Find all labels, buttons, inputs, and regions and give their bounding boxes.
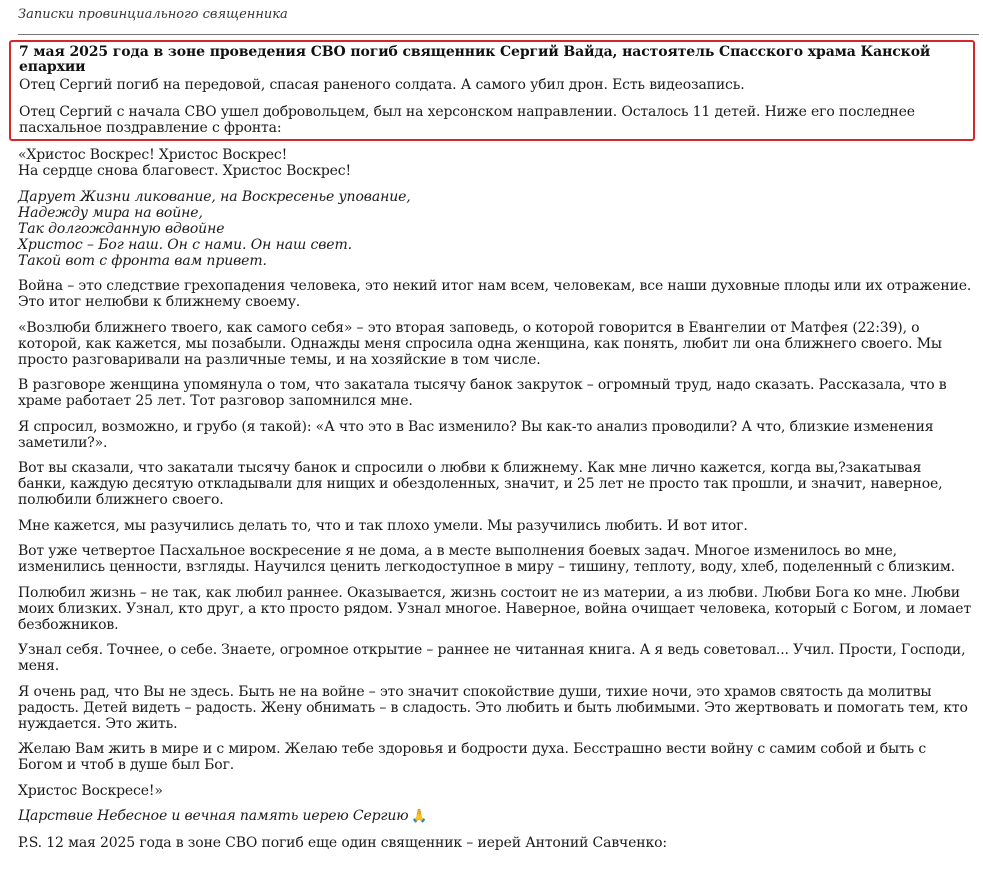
header-divider [18,34,979,35]
praying-hands-icon: 🙏 [411,809,428,824]
paragraph-1: Война – это следствие грехопадения человека, это некий итог нам всем, человекам, все наши духовные плоды или их отражение. Это итог нелюбви к ближнему своему. [18,278,972,310]
postscript: P.S. 12 мая 2025 года в зоне СВО погиб еще один священник – иерей Антоний Савченко: [18,834,667,851]
greeting-line-1: «Христос Воскрес! Христос Воскрес! [18,147,288,163]
paragraph-5: Вот вы сказали, что закатали тысячу банок и спросили о любви к ближнему. Как мне лично кажется, когда вы,?закатывая банки, каждую десятую откладывали для нищих и обездоленных, значит, и 25 лет не просто так прошли, и значит, наверное, полюбили ближнего своего. [18,460,943,508]
lead-paragraph-2: Отец Сергий с начала СВО ушел добровольцем, был на херсонском направлении. Осталось 11 детей. Ниже его последнее пасхальное поздравление с фронта: [19,104,915,136]
paragraph-11: Желаю Вам жить в мире и с миром. Желаю тебе здоровья и бодрости духа. Бесстрашно вести войну с самим собой и быть с Богом и чтоб в душе был Бог. [18,741,927,773]
memorial-line [18,808,973,825]
lead-paragraph-1: Отец Сергий погиб на передовой, спасая раненого солдата. А самого убил дрон. Есть видеозапись. [19,77,745,93]
closing-greeting: Христос Воскресе!» [18,782,163,799]
paragraph-3: В разговоре женщина упомянула о том, что закатала тысячу банок закруток – огромный труд, надо сказать. Рассказала, что в храме работает 25 лет. Тот разговор запомнился мне. [18,377,947,409]
blog-title[interactable]: Записки провинциального священника [18,7,288,22]
paragraph-2: «Возлюби ближнего твоего, как самого себя» – это вторая заповедь, о которой говорится в Евангелии от Матфея (22:39), о которой, как кажется, мы позабыли. Однажды меня спросила одна женщина, как понять, любит ли она ближнего своего. Мы просто разговаривали на различные темы, и на хозяйские в том числе. [18,319,942,368]
poem-line-1: Дарует Жизни ликование, на Воскресенье упование, [18,188,411,205]
greeting [18,147,973,179]
paragraph-4: Я спросил, возможно, и грубо (я такой): «А что это в Вас изменило? Вы как-то анализ проводили? А что, близкие изменения заметили?». [18,418,934,451]
poem-line-5: Такой вот с фронта вам привет. [18,252,267,269]
highlighted-lead-box [9,40,975,141]
poem-line-4: Христос – Бог наш. Он с нами. Он наш свет. [18,236,352,253]
paragraph-9: Узнал себя. Точнее, о себе. Знаете, огромное открытие – раннее не читанная книга. А я ведь советовал... Учил. Прости, Господи, меня. [18,642,966,674]
poem [18,189,973,269]
paragraph-10: Я очень рад, что Вы не здесь. Быть не на войне – это значит спокойствие души, тихие ночи, это храмов святость да молитвы радость. Детей видеть – радость. Жену обнимать – в сладость. Это любить и быть любимыми. Это жертвовать и помогать тем, кто нуждается. Это жить. [18,683,968,732]
paragraph-6: Мне кажется, мы разучились делать то, что и так плохо умели. Мы разучились любить. И вот итог. [18,517,748,534]
poem-line-2: Надежду мира на войне, [18,204,203,221]
paragraph-7: Вот уже четвертое Пасхальное воскресение я не дома, а в месте выполнения боевых задач. Многое изменилось во мне, изменились ценности, взгляды. Научился ценить легкодоступное в миру – тишину, теплоту, воду, хлеб, поделенный с близким. [18,543,955,575]
memorial-text: Царствие Небесное и вечная память иерею Сергию [18,808,409,824]
post-body [18,147,973,860]
poem-line-3: Так долгожданную вдвойне [18,220,225,237]
post-headline: 7 мая 2025 года в зоне проведения СВО погиб священник Сергий Вайда, настоятель Спасского храма Канской епархии [19,44,931,75]
greeting-line-2: На сердце снова благовест. Христос Воскрес! [18,163,351,179]
paragraph-8: Полюбил жизнь – не так, как любил раннее. Оказывается, жизнь состоит не из материи, а из любви. Любви Бога ко мне. Любви моих близких. Узнал, кто друг, а кто просто рядом. Узнал многое. Наверное, война очищает человека, который с Богом, и ломает безбожников. [18,584,972,633]
